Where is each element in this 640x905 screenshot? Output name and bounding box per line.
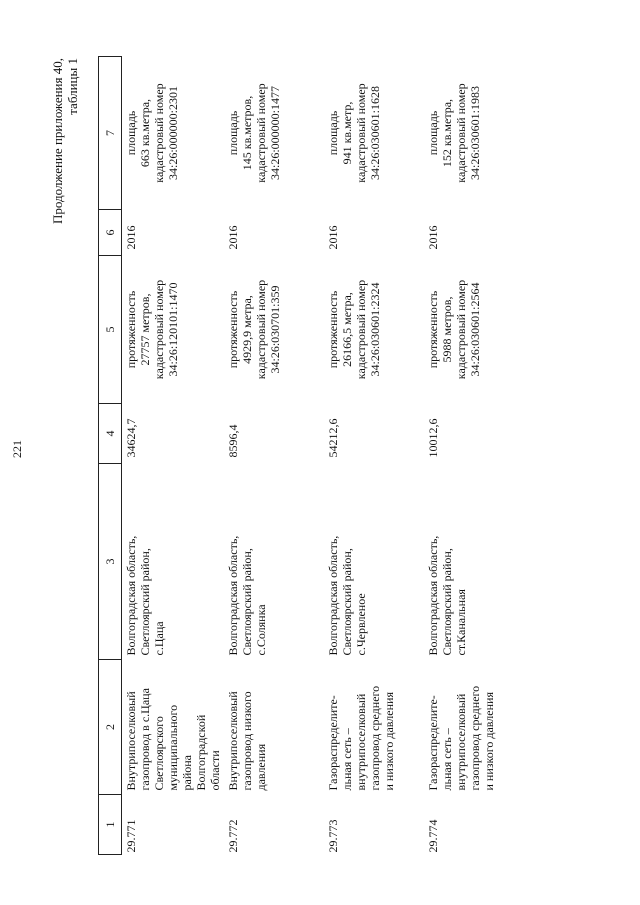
object-name (424, 660, 534, 795)
text-line: площадь (426, 110, 440, 156)
text-line: с.Цаца (152, 621, 166, 656)
column-header: 1 (99, 795, 122, 855)
object-length (324, 256, 424, 404)
text-line: 34:26:000000:1477 (268, 86, 282, 181)
text-line: 34:26:120101:1470 (166, 282, 180, 377)
object-area (424, 57, 534, 210)
table-row (324, 57, 424, 855)
text-line: Газораспределите- (426, 695, 440, 791)
text-line: 152 кв.метра, (440, 98, 454, 168)
text-line: площадь (226, 110, 240, 156)
text-line: 663 кв.метра, (138, 98, 152, 168)
text-line: протяженность (326, 290, 340, 369)
text-line: газопровод среднего (468, 685, 482, 791)
text-line: Волгоградская область, (124, 535, 138, 656)
text-line: Светлоярский район, (340, 548, 354, 656)
text-line: 34:26:030601:1983 (468, 86, 482, 181)
row-number: 29.773 (326, 819, 340, 853)
text-line: льная сеть – (440, 728, 454, 791)
text-line: Светлоярский район, (138, 548, 152, 656)
column-header: 3 (99, 464, 122, 660)
row-number: 29.772 (226, 819, 240, 853)
object-name (122, 660, 225, 795)
column-header: 2 (99, 660, 122, 795)
text-line: Волгоградская область, (426, 535, 440, 656)
object-year: 2016 (326, 225, 340, 250)
object-value: 10012,6 (426, 418, 440, 458)
object-address (324, 464, 424, 660)
object-address (424, 464, 534, 660)
text-line: протяженность (124, 290, 138, 369)
text-line: протяженность (226, 290, 240, 369)
object-length (224, 256, 324, 404)
text-line: 34:26:000000:2301 (166, 86, 180, 181)
text-line: кадастровый номер (152, 83, 166, 183)
column-header: 4 (99, 404, 122, 464)
column-header: 5 (99, 256, 122, 404)
object-name (224, 660, 324, 795)
text-line: площадь (124, 110, 138, 156)
text-line: кадастровый номер (454, 279, 468, 380)
text-line: Светлоярского (152, 716, 166, 791)
text-line: Внутрипоселковый (226, 691, 240, 791)
object-address (224, 464, 324, 660)
text-line: 34:26:030701:359 (268, 285, 282, 374)
page-number: 221 (10, 440, 24, 458)
caption-line-1: Продолжение приложения 40, (50, 58, 65, 225)
text-line: района (180, 755, 194, 791)
object-value: 34624,7 (124, 418, 138, 458)
text-line: 5988 метров, (440, 296, 454, 363)
text-line: кадастровый номер (454, 83, 468, 183)
text-line: Газораспределите- (326, 695, 340, 791)
text-line: Внутрипоселковый (124, 691, 138, 791)
row-number: 29.774 (426, 819, 440, 853)
text-line: и низкого давления (382, 692, 396, 791)
text-line: газопровод низкого (240, 691, 254, 791)
object-area (324, 57, 424, 210)
text-line: области (208, 750, 222, 791)
object-value: 8596,4 (226, 424, 240, 458)
text-line: Волгоградской (194, 714, 208, 791)
column-header: 7 (99, 57, 122, 210)
text-line: с.Червленое (354, 593, 368, 656)
object-length (122, 256, 225, 404)
text-line: Волгоградская область, (226, 535, 240, 656)
text-line: ст.Канальная (454, 589, 468, 656)
object-year: 2016 (124, 225, 138, 250)
table-row (424, 57, 534, 855)
text-line: с.Солянка (254, 604, 268, 656)
object-year: 2016 (426, 225, 440, 250)
caption-line-2: таблицы 1 (65, 58, 80, 115)
text-line: газопровод в с.Цаца (138, 688, 152, 791)
text-line: 941 кв.метр, (340, 101, 354, 165)
text-line: 34:26:030601:1628 (368, 86, 382, 181)
text-line: протяженность (426, 290, 440, 369)
text-line: Светлоярский район, (440, 548, 454, 656)
object-name (324, 660, 424, 795)
column-header: 6 (99, 210, 122, 256)
text-line: Светлоярский район, (240, 548, 254, 656)
text-line: кадастровый номер (254, 279, 268, 380)
table-caption (50, 58, 80, 224)
text-line: 145 кв.метров, (240, 95, 254, 171)
text-line: кадастровый номер (254, 83, 268, 183)
text-line: внутрипоселковый (354, 693, 368, 791)
table-row (224, 57, 324, 855)
object-area (122, 57, 225, 210)
text-line: льная сеть – (340, 728, 354, 791)
object-year: 2016 (226, 225, 240, 250)
object-area (224, 57, 324, 210)
property-table (98, 56, 534, 855)
text-line: 34:26:030601:2564 (468, 282, 482, 377)
text-line: 4929,9 метра, (240, 295, 254, 364)
text-line: муниципального (166, 704, 180, 791)
text-line: 34:26:030601:2324 (368, 282, 382, 377)
text-line: давления (254, 743, 268, 791)
text-line: Волгоградская область, (326, 535, 340, 656)
object-value: 54212,6 (326, 418, 340, 458)
text-line: 27757 метров, (138, 293, 152, 366)
row-number: 29.771 (124, 819, 138, 853)
header-row (99, 57, 122, 855)
text-line: газопровод среднего (368, 685, 382, 791)
table-row (122, 57, 225, 855)
object-length (424, 256, 534, 404)
text-line: 26166,5 метра, (340, 292, 354, 367)
text-line: и низкого давления (482, 692, 496, 791)
text-line: площадь (326, 110, 340, 156)
text-line: внутрипоселковый (454, 693, 468, 791)
text-line: кадастровый номер (152, 279, 166, 380)
object-address (122, 464, 225, 660)
text-line: кадастровый номер (354, 83, 368, 183)
text-line: кадастровый номер (354, 279, 368, 380)
